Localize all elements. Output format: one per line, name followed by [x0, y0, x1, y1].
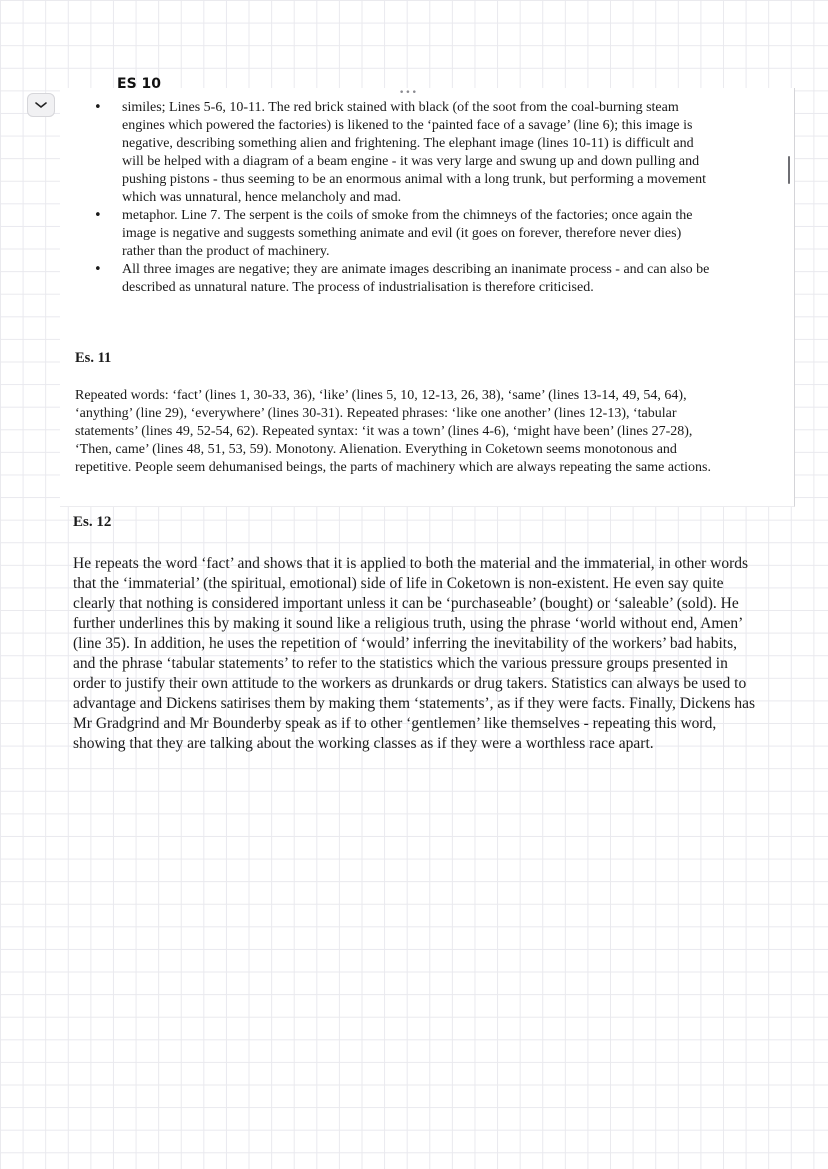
es11-heading: Es. 11: [75, 350, 112, 366]
text-cursor: [788, 156, 790, 184]
es10-heading: ES 10: [117, 76, 162, 92]
es10-bullet-summary: • All three images are negative; they are animate images describing an inanimate process - and can also be described as unnatural nature. The process of industrialisation is therefore criticised.: [90, 261, 710, 297]
es10-bullet-list: [90, 99, 710, 297]
chevron-down-icon: [34, 100, 48, 110]
left-edge-marker: [0, 500, 9, 800]
es10-bullet-metaphor: • metaphor. Line 7. The serpent is the coils of smoke from the chimneys of the factories; once again the image is negative and suggests something animate and evil (it goes on forever, therefore never dies) rather than the product of machinery.: [90, 207, 710, 261]
es12-heading: Es. 12: [73, 514, 112, 530]
es11-paragraph: Repeated words: ‘fact’ (lines 1, 30-33, 36), ‘like’ (lines 5, 10, 12-13, 26, 38), ‘same’ (lines 13-14, 49, 54, 64), ‘anything’ (line 29), ‘everywhere’ (lines 30-31). Repeated phrases: ‘like one another’ (lines 12-13), ‘tabular statements’ (lines 49, 52-54, 62). Repeated syntax: ‘it was a town’ (lines 4-6), ‘might have been’ (lines 27-28), ‘Then, came’ (lines 48, 51, 53, 59). Monotony. Alienation. Everything in Coketown seems monotonous and repetitive. People seem dehumanised beings, the parts of machinery which are always repeating the same actions.: [75, 388, 712, 475]
more-options-icon[interactable]: •••: [399, 88, 418, 98]
es12-paragraph: He repeats the word ‘fact’ and shows that it is applied to both the material and the immaterial, in other words that the ‘immaterial’ (the spiritual, emotional) side of life in Coketown is non-existent. He even say quite clearly that nothing is considered important unless it can be ‘purchaseable’ (bought) or ‘saleable’ (sold). He further underlines this by making it sound like a religious truth, using the phrase ‘world without end, Amen’ (line 35). In addition, he uses the repetition of ‘would’ inferring the inevitability of the workers’ bad habits, and the phrase ‘tabular statements’ to refer to the statistics which the various pressure groups presented in order to justify their own attitude to the workers as drunkards or drug takers. Statistics can always be used to advantage and Dickens satirises them by making them ‘statements’, as if they were facts. Finally, Dickens has Mr Gradgrind and Mr Bounderby speak as if to other ‘gentlemen’ like themselves - repeating this word, showing that they are talking about the working classes as if they were a worthless race apart.: [73, 555, 756, 752]
es10-bullet-similes: • similes; Lines 5-6, 10-11. The red brick stained with black (of the soot from the coal-burning steam engines which powered the factories) is likened to the ‘painted face of a savage’ (line 6); this image is negative, describing something alien and frightening. The elephant image (lines 10-11) is difficult and will be helped with a diagram of a beam engine - it was very large and swung up and down pulling and pushing pistons - thus seeming to be an enormous animal with a long trunk, but performing a movement which was unnatural, hence melancholy and mad.: [90, 99, 710, 207]
collapse-toggle[interactable]: [27, 93, 55, 117]
